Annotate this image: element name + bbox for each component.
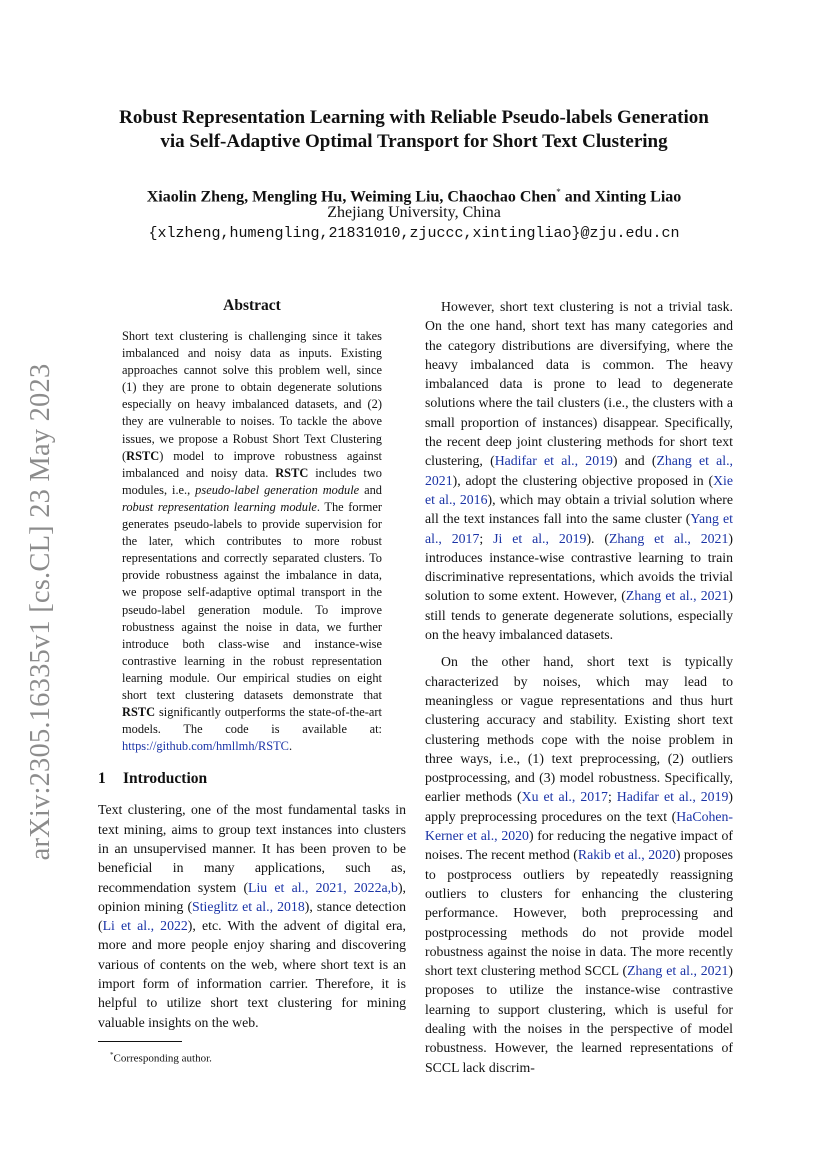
- body-text: ). (: [586, 530, 609, 546]
- body-text: ) proposes to utilize the instance-wise contrastive learning to support clustering, which is useful for dealing with the noises in the perspective of model robustness. However, the learned representations of SCCL lack discrim-: [425, 963, 733, 1075]
- citation-link[interactable]: Xie et al., 2016: [425, 472, 733, 507]
- footnote-mark: *: [110, 1050, 114, 1059]
- citation-link[interactable]: Li et al., 2022: [102, 918, 188, 934]
- corresponding-author-mark: *: [556, 187, 561, 197]
- body-text: ) introduces instance-wise contrastive learning to train discriminative representations, which avoids the trivial solution to some extent. However, (: [425, 530, 733, 604]
- citation-link[interactable]: Liu et al., 2021, 2022a,b: [248, 879, 398, 895]
- author-names-first: Xiaolin Zheng, Mengling Hu, Weiming Liu, Chaochao Chen: [146, 188, 557, 206]
- body-text: Text clustering, one of the most fundamental tasks in text mining, aims to group text instances into clusters in an unsupervised manner. It has been proven to be beneficial in many applications, such as, recommendation system (: [98, 802, 406, 895]
- arxiv-identifier: arXiv:2305.16335v1 [cs.CL] 23 May 2023: [25, 363, 56, 861]
- affiliation: Zhejiang University, China: [327, 204, 501, 221]
- section-title: Introduction: [123, 770, 208, 788]
- abstract-module-name: pseudo-label generation module: [195, 482, 360, 497]
- body-text: ) for reducing the negative impact of noises. The recent method (: [425, 828, 733, 863]
- citation-link[interactable]: Hadifar et al., 2019: [616, 789, 729, 805]
- intro-paragraph-3: [425, 652, 733, 1077]
- title-line-1: Robust Representation Learning with Reliable Pseudo-labels Generation: [119, 107, 709, 128]
- abstract-module-name: robust representation learning module: [122, 499, 317, 514]
- citation-link[interactable]: Yang et al., 2017: [425, 511, 733, 546]
- abstract-text: significantly outperforms the state-of-the-art models. The code is available at:: [122, 705, 382, 737]
- citation-link[interactable]: Hadifar et al., 2019: [494, 453, 613, 469]
- section-number: 1: [98, 770, 106, 788]
- arxiv-sidebar-stamp: [14, 0, 68, 1171]
- paper-title: [90, 106, 738, 154]
- intro-paragraph-1: [98, 800, 406, 1032]
- abstract-model-name: RSTC: [122, 705, 156, 720]
- body-text: ;: [479, 530, 494, 546]
- footnote-text: Corresponding author.: [113, 1052, 212, 1065]
- citation-link[interactable]: Zhang et al., 2021: [625, 588, 729, 604]
- abstract-model-name: RSTC: [126, 448, 160, 463]
- citation-link[interactable]: Ji et al., 2019: [493, 530, 587, 546]
- citation-link[interactable]: Zhang et al., 2021: [425, 453, 733, 488]
- author-emails: {xlzheng,humengling,21831010,zjuccc,xintingliao}@zju.edu.cn: [148, 225, 680, 242]
- footnote-divider: [98, 1041, 182, 1042]
- author-names-last: and Xinting Liao: [560, 188, 682, 206]
- body-text: ), etc. With the advent of digital era, more and more people enjoy sharing and discovering various of contents on the web, where short text is an import form of information carrier. Therefore, it is helpful to utilize short text clustering for mining valuable insights on the web.: [98, 918, 406, 1030]
- body-text: ;: [607, 789, 617, 805]
- title-line-2: via Self-Adaptive Optimal Transport for Short Text Clustering: [160, 131, 668, 152]
- footnote: [98, 1048, 406, 1066]
- body-text: ), which may obtain a trivial solution where all the text instances fall into the same cluster (: [425, 491, 733, 527]
- abstract-text: includes two modules, i.e.,: [122, 465, 382, 497]
- citation-link[interactable]: HaCohen-Kerner et al., 2020: [425, 808, 733, 844]
- body-text: ), stance detection (: [98, 898, 407, 934]
- body-text: However, short text clustering is not a trivial task. On the one hand, short text has many categories and the category distributions are diversifying, where the heavy imbalanced data is common. The heavy imbalanced data is prone to lead to degenerate solutions where the tail clusters (i.e., the clusters with a small proportion of instances) disappear. Specifically, the recent deep joint clustering methods for short text clustering, (: [425, 299, 733, 469]
- abstract-text: Short text clustering is challenging since it takes imbalanced and noisy data as inputs. Existing approaches cannot solve this problem well, since (1) they are prone to obtain degenerate solutions especially on heavy imbalanced datasets, and (2) they are vulnerable to noises. To tackle the above issues, we propose a Robust Short Text Clustering (: [122, 329, 382, 463]
- body-text: ) and (: [612, 453, 657, 469]
- code-repository-link[interactable]: https://github.com/hmllmh/RSTC: [122, 739, 289, 754]
- citation-link[interactable]: Rakib et al., 2020: [577, 847, 676, 863]
- body-text: ) proposes to postprocess outliers by repeatedly reassigning outliers to clusters for enhancing the clustering performance. However, both preprocessing and postprocessing methods do not provide model robustness against the noise in data. The more recently short text clustering method SCCL (: [425, 847, 733, 979]
- abstract-body: [98, 328, 406, 755]
- abstract-text: .: [288, 739, 293, 754]
- body-text: ) still tends to generate degenerate solutions, especially on the heavy imbalanced datasets.: [425, 588, 733, 643]
- abstract-text: . The former generates pseudo-labels to provide supervision for the later, which contributes to more robust representations and correctly separated clusters. To provide robustness against the imbalance in data, we propose self-adaptive optimal transport in the pseudo-label generation module. To improve robustness against the noise in data, we further introduce both class-wise and instance-wise contrastive learning in the robust representation learning module. Our empirical studies on eight short text clustering datasets demonstrate that: [122, 499, 382, 702]
- abstract-text: ) model to improve robustness against imbalanced and noisy data.: [122, 448, 382, 480]
- body-text: ), opinion mining (: [98, 879, 406, 914]
- citation-link[interactable]: Zhang et al., 2021: [627, 963, 729, 979]
- left-column: [98, 296, 406, 1066]
- right-column: [425, 297, 733, 1077]
- citation-link[interactable]: Stieglitz et al., 2018: [192, 898, 305, 914]
- body-text: ) apply preprocessing procedures on the text (: [425, 789, 733, 824]
- abstract-heading: Abstract: [223, 297, 281, 314]
- abstract-model-name: RSTC: [275, 465, 309, 480]
- abstract-text: and: [359, 482, 382, 497]
- body-text: ), adopt the clustering objective proposed in (: [452, 472, 714, 488]
- body-text: On the other hand, short text is typically characterized by noises, which may lead to meaningless or vague representations and thus hurt clustering accuracy and stability. Existing short text clustering methods cope with the noise problem in three ways, i.e., (1) text preprocessing, (2) outliers postprocessing, and (3) model robustness. Specifically, earlier methods (: [425, 654, 733, 805]
- section-heading-introduction: [98, 769, 406, 789]
- citation-link[interactable]: Zhang et al., 2021: [608, 530, 729, 546]
- intro-paragraph-2: [425, 297, 733, 644]
- citation-link[interactable]: Xu et al., 2017: [521, 789, 608, 805]
